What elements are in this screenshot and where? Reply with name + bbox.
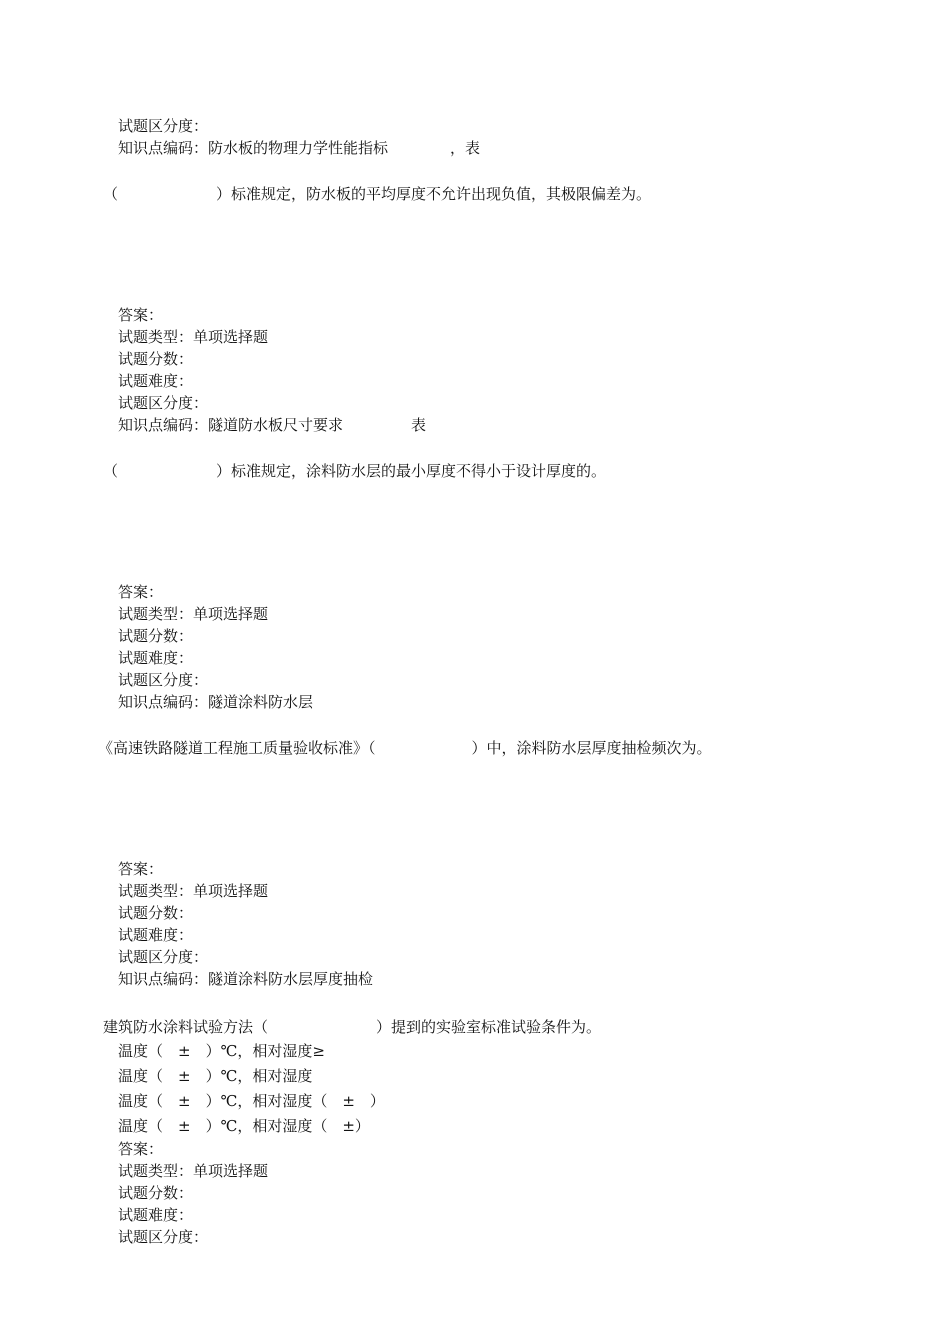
knowledge-code-line [118,138,480,158]
question-type-label: 试题类型： [118,1162,194,1180]
difficulty-line [118,371,193,391]
knowledge-code-line [118,692,313,712]
answer-label: 答案： [118,860,164,878]
question-4-close-paren: ） [376,1018,392,1036]
option-a-text: 温度（ ± ）℃，相对湿度≥ [118,1042,325,1060]
score-label: 试题分数： [118,627,194,645]
answer-line [118,582,163,602]
score-line [118,1183,193,1203]
score-label: 试题分数： [118,350,194,368]
difficulty-area-label: 试题区分度： [118,117,209,135]
question-4-prefix: 建筑防水涂料试验方法（ [103,1018,269,1036]
answer-label: 答案： [118,583,164,601]
question-1-open-paren: （ [103,185,119,203]
question-type-line [118,1161,268,1181]
question-type-line [118,881,268,901]
score-line [118,349,193,369]
question-2-open-paren: （ [103,462,119,480]
knowledge-code-label: 知识点编码： [118,970,209,988]
knowledge-code-tail: 表 [411,416,427,434]
difficulty-area-line [118,393,208,413]
knowledge-code-value: 隧道防水板尺寸要求 [208,416,344,434]
option-d-text: 温度（ ± ）℃，相对湿度（ ±） [118,1117,370,1135]
question-4 [103,1017,601,1037]
difficulty-label: 试题难度： [118,649,194,667]
score-line [118,626,193,646]
knowledge-code-value: 隧道涂料防水层 [208,693,314,711]
question-type-line [118,327,268,347]
difficulty-label: 试题难度： [118,1206,194,1224]
difficulty-label: 试题难度： [118,372,194,390]
difficulty-area-label: 试题区分度： [118,1228,209,1246]
score-label: 试题分数： [118,904,194,922]
score-line [118,903,193,923]
option-a [118,1041,325,1061]
score-label: 试题分数： [118,1184,194,1202]
question-3-close-paren: ） [471,739,487,757]
question-type-value: 单项选择题 [193,1162,269,1180]
knowledge-code-label: 知识点编码： [118,139,209,157]
question-type-label: 试题类型： [118,328,194,346]
question-4-text: 提到的实验室标准试验条件为。 [391,1018,602,1036]
question-type-value: 单项选择题 [193,605,269,623]
option-c [118,1091,385,1111]
question-3 [98,738,712,758]
difficulty-area-line [118,670,208,690]
option-d [118,1116,370,1136]
question-3-text: 中，涂料防水层厚度抽检频次为。 [486,739,712,757]
difficulty-line [118,1205,193,1225]
option-b [118,1066,312,1086]
question-type-label: 试题类型： [118,605,194,623]
difficulty-area-line [118,947,208,967]
difficulty-area-line [118,1227,208,1247]
difficulty-line [118,648,193,668]
knowledge-code-value: 防水板的物理力学性能指标 [208,139,389,157]
difficulty-area-label: 试题区分度： [118,394,209,412]
difficulty-label: 试题难度： [118,926,194,944]
answer-line [118,859,163,879]
knowledge-code-tail: ，表 [450,139,481,157]
question-1-text: 标准规定，防水板的平均厚度不允许出现负值，其极限偏差为。 [231,185,652,203]
question-1 [103,184,651,204]
answer-line [118,305,163,325]
question-3-prefix: 《高速铁路隧道工程施工质量验收标准》（ [98,739,376,757]
question-2-text: 标准规定，涂料防水层的最小厚度不得小于设计厚度的。 [231,462,607,480]
option-b-text: 温度（ ± ）℃，相对湿度 [118,1067,313,1085]
question-2 [103,461,606,481]
question-type-line [118,604,268,624]
knowledge-code-line [118,969,373,989]
question-type-value: 单项选择题 [193,882,269,900]
knowledge-code-label: 知识点编码： [118,416,209,434]
difficulty-area-line [118,116,208,136]
question-type-label: 试题类型： [118,882,194,900]
knowledge-code-value: 隧道涂料防水层厚度抽检 [208,970,374,988]
difficulty-line [118,925,193,945]
difficulty-area-label: 试题区分度： [118,948,209,966]
question-2-close-paren: ） [216,462,232,480]
knowledge-code-line [118,415,426,435]
knowledge-code-label: 知识点编码： [118,693,209,711]
answer-label: 答案： [118,1140,164,1158]
question-type-value: 单项选择题 [193,328,269,346]
question-1-close-paren: ） [216,185,232,203]
difficulty-area-label: 试题区分度： [118,671,209,689]
option-c-text: 温度（ ± ）℃，相对湿度（ ± ） [118,1092,385,1110]
answer-label: 答案： [118,306,164,324]
answer-line [118,1139,163,1159]
